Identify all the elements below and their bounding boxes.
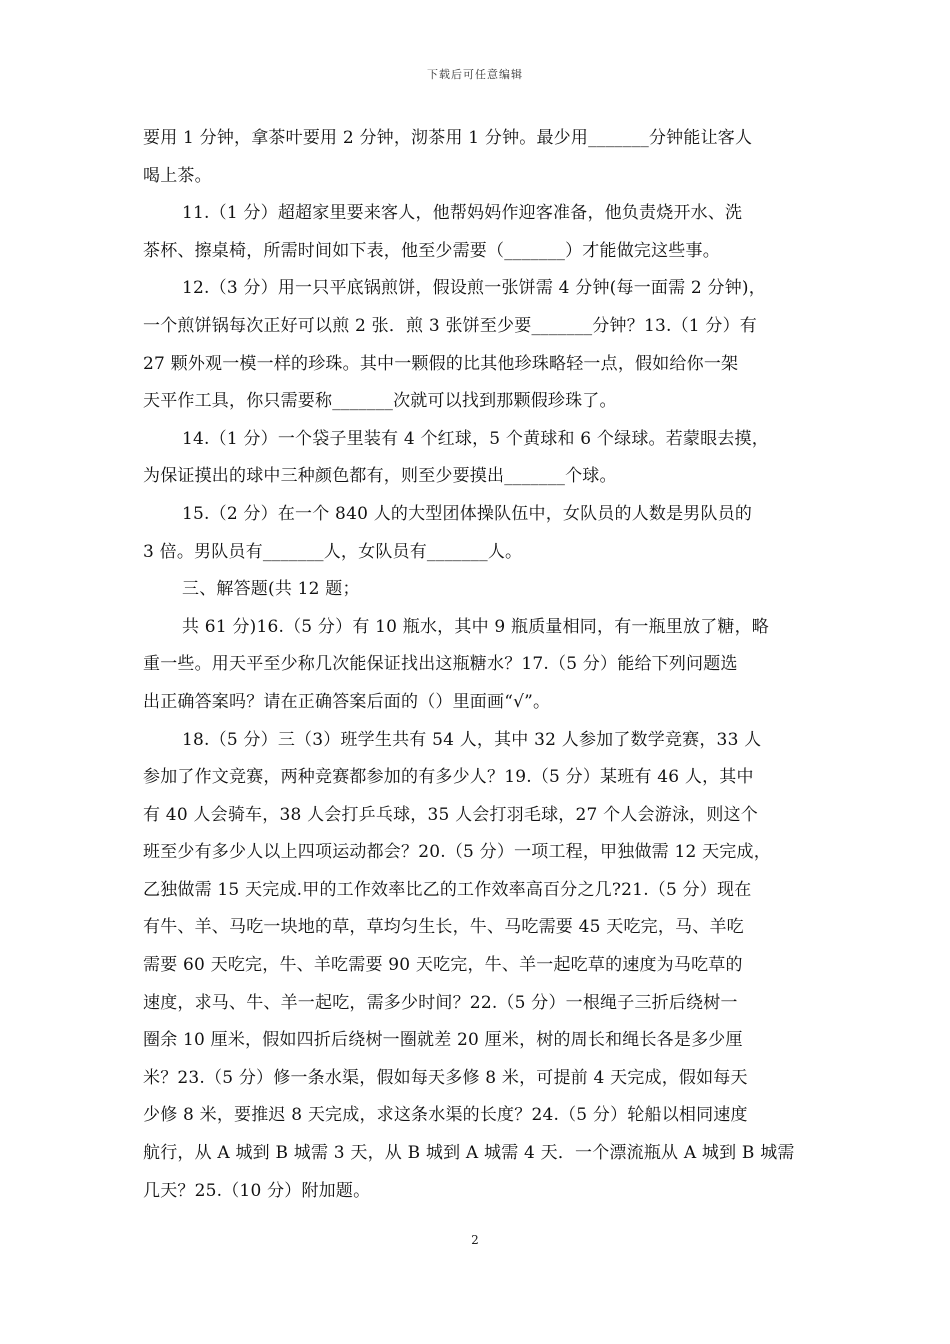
text-line: 有 40 人会骑车，38 人会打乒乓球，35 人会打羽毛球，27 个人会游泳，则这个: [143, 804, 758, 825]
text-line: 米？23.（5 分）修一条水渠，假如每天多修 8 米，可提前 4 天完成，假如每天: [143, 1067, 748, 1088]
question-15-line: 15.（2 分）在一个 840 人的大型团体操队伍中，女队员的人数是男队员的: [182, 503, 753, 524]
text-line: 天平作工具，你只需要称_______次就可以找到那颗假珍珠了。: [143, 391, 617, 412]
text-line: 为保证摸出的球中三种颜色都有，则至少要摸出_______个球。: [143, 466, 617, 487]
text-line: 要用 1 分钟，拿茶叶要用 2 分钟，沏茶用 1 分钟。最少用_______分钟能让客人: [143, 128, 753, 148]
text-line: 3 倍。男队员有_______人，女队员有_______人。: [143, 541, 523, 562]
question-14-line: 14.（1 分）一个袋子里装有 4 个红球，5 个黄球和 6 个绿球。若蒙眼去摸，: [182, 428, 769, 449]
page-header: 下载后可任意编辑: [427, 68, 523, 81]
text-line: 27 颗外观一模一样的珍珠。其中一颗假的比其他珍珠略轻一点，假如给你一架: [143, 353, 739, 374]
question-11-line: 11.（1 分）超超家里要来客人，他帮妈妈作迎客准备，他负责烧开水、洗: [182, 203, 743, 224]
document-body: [143, 120, 809, 1210]
text-line: 班至少有多少人以上四项运动都会？20.（5 分）一项工程，甲独做需 12 天完成，: [143, 842, 771, 863]
page-number: 2: [471, 1233, 479, 1247]
text-line: 出正确答案吗？请在正确答案后面的（）里面画“√”。: [143, 691, 551, 712]
text-line: 需要 60 天吃完，牛、羊吃需要 90 天吃完，牛、羊一起吃草的速度为马吃草的: [143, 955, 743, 976]
text-line: 重一些。用天平至少称几次能保证找出这瓶糖水？17.（5 分）能给下列问题选: [143, 654, 738, 675]
text-line: 乙独做需 15 天完成.甲的工作效率比乙的工作效率高百分之几?21.（5 分）现在: [143, 879, 752, 900]
question-12-line: 12.（3 分）用一只平底锅煎饼，假设煎一张饼需 4 分钟(每一面需 2 分钟)，: [182, 278, 766, 299]
text-line: 共 61 分)16.（5 分）有 10 瓶水，其中 9 瓶质量相同，有一瓶里放了糖，略: [182, 616, 769, 637]
question-18-line: 18.（5 分）三（3）班学生共有 54 人，其中 32 人参加了数学竞赛，33 人: [182, 729, 762, 750]
text-line: 喝上茶。: [143, 165, 212, 186]
text-line: 茶杯、擦桌椅，所需时间如下表，他至少需要（_______）才能做完这些事。: [143, 240, 720, 261]
text-line: 有牛、羊、马吃一块地的草，草均匀生长，牛、马吃需要 45 天吃完，马、羊吃: [143, 917, 744, 938]
section-heading: 三、解答题(共 12 题；: [182, 579, 360, 600]
text-line: 少修 8 米，要推迟 8 天完成，求这条水渠的长度？24.（5 分）轮船以相同速度: [143, 1105, 748, 1126]
text-line: 参加了作文竞赛，两种竞赛都参加的有多少人？19.（5 分）某班有 46 人，其中: [143, 767, 754, 788]
text-line: 航行，从 A 城到 B 城需 3 天，从 B 城到 A 城需 4 天．一个漂流瓶从 A 城到 B 城需: [143, 1143, 795, 1164]
text-line: 一个煎饼锅每次正好可以煎 2 张．煎 3 张饼至少要_______分钟？13.（1 分）有: [143, 315, 758, 336]
text-line: 几天？25.（10 分）附加题。: [143, 1180, 371, 1201]
text-line: 速度，求马、牛、羊一起吃，需多少时间？22.（5 分）一根绳子三折后绕树一: [143, 992, 738, 1013]
text-line: 圈余 10 厘米，假如四折后绕树一圈就差 20 厘米，树的周长和绳长各是多少厘: [143, 1030, 743, 1051]
